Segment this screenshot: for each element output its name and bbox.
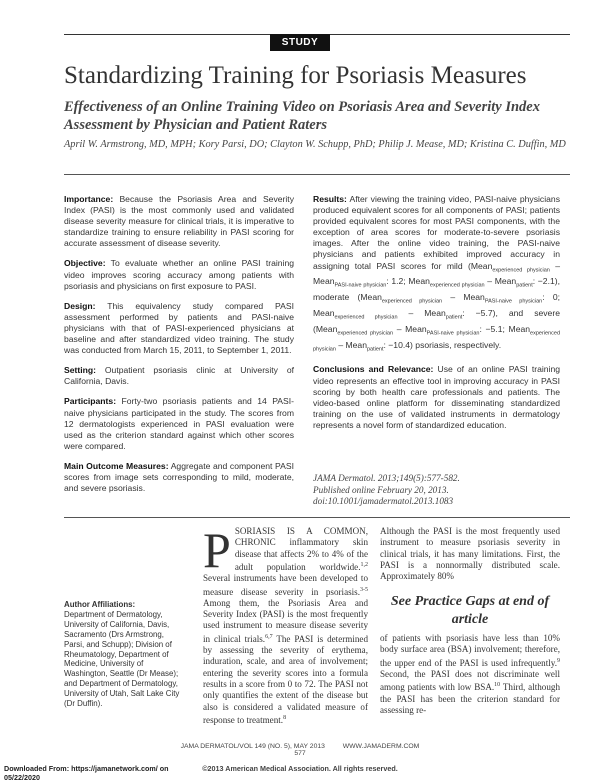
affiliations-text: Department of Dermatology, University of California, Davis, Sacramento (Drs Armstrong, Parsi, and Schupp); Division of Rheumatology, Department of Medicine, University of Washington, Seattle (Dr Mease); and Department of Dermatology, University of Utah, Salt Lake City (Dr Duffin). [64,609,180,709]
footer-journal: JAMA DERMATOL/VOL 149 (NO. 5), MAY 2013 [180,743,325,750]
abstract-importance: Importance: Because the Psoriasis Area and Severity Index (PASI) is the most commonly used and validated disease severity measure for clinical trials, it is imperative to standardize training to ensure reliability in PASI scoring for accurate assessment of disease severity. [64,194,294,249]
drop-cap: P [203,522,231,578]
abstract-design: Design: This equivalency study compared PASI assessment performed by patients and PASI-naive physicians with that of PASI-experienced physicians at baseline and after standardized video training. The study was conducted from March 15, 2011, to September 1, 2011. [64,300,295,356]
footer-website[interactable]: WWW.JAMADERM.COM [342,743,420,750]
abstract-participants: Participants: Forty-two psoriasis patients and 14 PASI-naive physicians participated in the study. The scores from 12 dermatologists experienced in PASI evaluation were used as the criterion standard against which other scores were compared. [64,396,294,451]
section-tag: STUDY [270,34,330,51]
abstract-right-column [313,194,560,440]
affiliations-label: Author Affiliations: [64,600,136,609]
abstract-setting: Setting: Outpatient psoriasis clinic at University of California, Davis. [64,365,294,387]
body-column-1: PSORIASIS IS A COMMON, CHRONIC inflammatory skin disease that affects 2% to 4% of the adult population worldwide.$^{1,2}$ Several instruments have been developed to measure disease severity in psoriasis.$^{3-5}$ Among them, the Psoriasis Area and Severity Index (PASI) is the most frequently used instrument to measure disease severity in clinical trials.$^{6,7}$ The PASI is determined by assessing the severity of erythema, induration, scale, and area of involvement; entering the severity scores into a formula results in a score from 0 to 72. The PASI not only quantifies the extent of the disease but also is considered a validated measure of response to treatment.$^8$ [203,522,368,725]
article-subtitle: Effectiveness of an Online Training Video on Psoriasis Area and Severity Index Assessment by Physician and Patient Raters [64,99,540,133]
abstract-left-column [64,194,294,503]
abstract-top-rule [64,174,570,175]
abstract-conclusions: Conclusions and Relevance: Use of an online PASI training video represents an effective tool in improving accuracy in PASI scoring by both health care professionals and patients. The video-based online platform for disseminating standardized training on the use of validated instruments in dermatology represents a novel form of standardized education. [313,364,560,430]
page-footer [170,743,430,757]
copyright: ©2013 American Medical Association. All rights reserved. [202,764,398,773]
abstract-objective: Objective: To evaluate whether an online PASI training video improves scoring accuracy among patients with psoriasis and physicians on first exposure to PASI. [64,258,295,291]
practice-gaps-callout[interactable]: See Practice Gaps at end of article [390,594,550,627]
footer-page-number: 577 [294,750,306,757]
abstract-bottom-rule [64,517,570,518]
citation-published: Published online February 20, 2013. [313,484,449,495]
author-affiliations [64,600,184,709]
author-list: April W. Armstrong, MD, MPH; Kory Parsi, DO; Clayton W. Schupp, PhD; Philip J. Mease, MD; Kristina C. Duffin, MD [64,139,566,150]
body-column-2-top: Although the PASI is the most frequently used instrument to measure psoriasis severity in clinical trials, it has many limitations. First, the PASI is a nonnormally distributed scale. Approximately 80% [380,526,560,582]
article-title: Standardizing Training for Psoriasis Measures [64,62,527,89]
citation [313,473,560,508]
abstract-outcome: Main Outcome Measures: Aggregate and component PASI scores from image sets corresponding to mild, moderate, and severe psoriasis. [64,460,294,494]
body-column-2-bottom: of patients with psoriasis have less than 10% body surface area (BSA) involvement; therefore, the upper end of the PASI is used infrequently.$^9$ Second, the PASI does not discriminate well among patients with low BSA.$^{10}$ Third, although the PASI has been the criterion standard for assessing re- [380,633,560,715]
citation-doi[interactable]: doi:10.1001/jamadermatol.2013.1083 [313,496,454,506]
abstract-results: Results: After viewing the training video, PASI-naive physicians produced equivalent scores for all components of PASI; patients provided equivalent scores for most PASI components, with the exception of area scores for moderate-to-severe psoriasis images. After the online video training, the PASI-naive physicians and patients exhibited improved accuracy in assigning total PASI scores for mild (Mean$_{experienced physician}$ – Mean$_{PASI-naive physician}$: 1.2; Mean$_{experienced physician}$ – Mean$_{patient}$: −2.1), moderate (Mean$_{experienced physician}$ – Mean$_{PASI-naive physician}$: 0; Mean$_{experienced physician}$ – Mean$_{patient}$: −5.7), and severe (Mean$_{experienced physician}$ – Mean$_{PASI-naive physician}$: −5.1; Mean$_{experienced physician}$ – Mean$_{patient}$: −10.4) psoriasis, respectively. [313,194,560,353]
citation-journal: JAMA Dermatol. 2013;149(5):577-582. [313,473,460,483]
downloaded-notice: Downloaded From: https://jamanetwork.com/ on 05/22/2020 [4,764,169,782]
